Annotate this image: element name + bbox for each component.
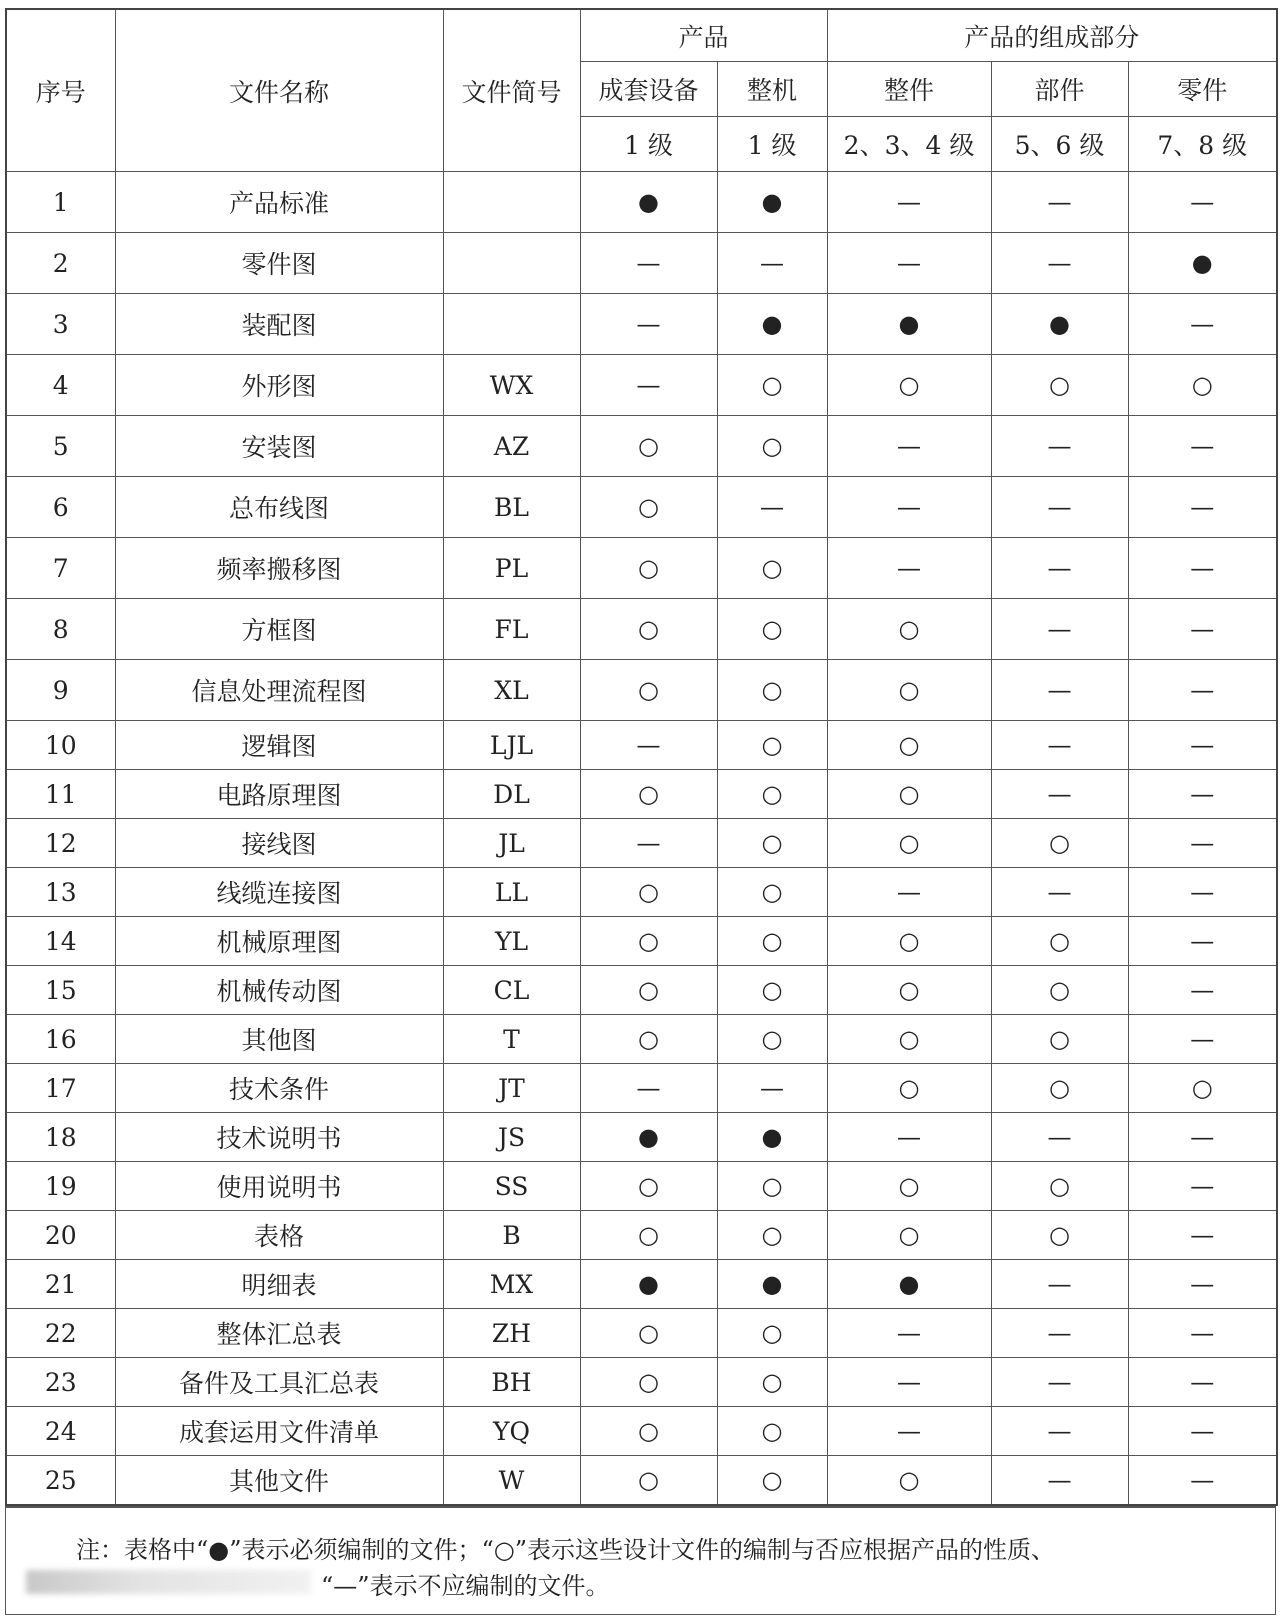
required-mark: ● bbox=[991, 294, 1128, 355]
optional-mark: ○ bbox=[580, 1162, 717, 1211]
document-code: ZH bbox=[443, 1309, 580, 1358]
document-code: CL bbox=[443, 966, 580, 1015]
document-code: JL bbox=[443, 819, 580, 868]
optional-mark: ○ bbox=[827, 355, 991, 416]
not-applicable-mark: — bbox=[1128, 819, 1277, 868]
table-row bbox=[6, 172, 1277, 233]
table-row bbox=[6, 233, 1277, 294]
optional-mark: ○ bbox=[717, 721, 827, 770]
row-number: 8 bbox=[6, 599, 115, 660]
required-mark: ● bbox=[827, 294, 991, 355]
document-name: 零件图 bbox=[115, 233, 443, 294]
row-number: 21 bbox=[6, 1260, 115, 1309]
optional-mark: ○ bbox=[580, 1358, 717, 1407]
not-applicable-mark: — bbox=[1128, 868, 1277, 917]
row-number: 5 bbox=[6, 416, 115, 477]
table-row bbox=[6, 1211, 1277, 1260]
not-applicable-mark: — bbox=[1128, 1162, 1277, 1211]
not-applicable-mark: — bbox=[1128, 416, 1277, 477]
document-name: 接线图 bbox=[115, 819, 443, 868]
optional-mark: ○ bbox=[717, 917, 827, 966]
optional-mark: ○ bbox=[827, 599, 991, 660]
required-mark: ● bbox=[827, 1260, 991, 1309]
not-applicable-mark: — bbox=[1128, 172, 1277, 233]
required-mark: ● bbox=[580, 172, 717, 233]
optional-mark: ○ bbox=[717, 599, 827, 660]
not-applicable-mark: — bbox=[827, 538, 991, 599]
not-applicable-mark: — bbox=[991, 416, 1128, 477]
document-name: 表格 bbox=[115, 1211, 443, 1260]
document-code: W bbox=[443, 1456, 580, 1506]
document-code: AZ bbox=[443, 416, 580, 477]
table-row bbox=[6, 477, 1277, 538]
not-applicable-mark: — bbox=[717, 477, 827, 538]
optional-mark: ○ bbox=[580, 1407, 717, 1456]
not-applicable-mark: — bbox=[991, 868, 1128, 917]
not-applicable-mark: — bbox=[1128, 721, 1277, 770]
document-code bbox=[443, 294, 580, 355]
optional-mark: ○ bbox=[717, 660, 827, 721]
document-code: JT bbox=[443, 1064, 580, 1113]
document-code: YL bbox=[443, 917, 580, 966]
not-applicable-mark: — bbox=[1128, 966, 1277, 1015]
required-mark: ● bbox=[717, 172, 827, 233]
table-row bbox=[6, 1260, 1277, 1309]
optional-mark: ○ bbox=[991, 966, 1128, 1015]
header-col: 部件 bbox=[991, 62, 1128, 117]
row-number: 12 bbox=[6, 819, 115, 868]
document-name: 安装图 bbox=[115, 416, 443, 477]
row-number: 17 bbox=[6, 1064, 115, 1113]
optional-mark: ○ bbox=[991, 819, 1128, 868]
optional-mark: ○ bbox=[580, 770, 717, 819]
not-applicable-mark: — bbox=[1128, 538, 1277, 599]
document-name: 成套运用文件清单 bbox=[115, 1407, 443, 1456]
row-number: 3 bbox=[6, 294, 115, 355]
optional-mark: ○ bbox=[1128, 355, 1277, 416]
header-row-1 bbox=[6, 9, 1277, 62]
header-product: 产品 bbox=[580, 9, 827, 62]
optional-mark: ○ bbox=[580, 966, 717, 1015]
document-table-container bbox=[5, 8, 1276, 1615]
not-applicable-mark: — bbox=[991, 477, 1128, 538]
not-applicable-mark: — bbox=[1128, 477, 1277, 538]
not-applicable-mark: — bbox=[717, 233, 827, 294]
optional-mark: ○ bbox=[717, 770, 827, 819]
not-applicable-mark: — bbox=[1128, 1015, 1277, 1064]
header-seq: 序号 bbox=[6, 9, 115, 172]
header-level: 1 级 bbox=[580, 117, 717, 172]
optional-mark: ○ bbox=[580, 599, 717, 660]
not-applicable-mark: — bbox=[580, 233, 717, 294]
document-code: DL bbox=[443, 770, 580, 819]
row-number: 9 bbox=[6, 660, 115, 721]
not-applicable-mark: — bbox=[580, 1064, 717, 1113]
not-applicable-mark: — bbox=[827, 868, 991, 917]
not-applicable-mark: — bbox=[991, 1456, 1128, 1506]
optional-mark: ○ bbox=[580, 416, 717, 477]
table-row bbox=[6, 1113, 1277, 1162]
not-applicable-mark: — bbox=[1128, 660, 1277, 721]
optional-mark: ○ bbox=[717, 416, 827, 477]
row-number: 1 bbox=[6, 172, 115, 233]
table-row bbox=[6, 1064, 1277, 1113]
optional-mark: ○ bbox=[991, 355, 1128, 416]
document-code bbox=[443, 172, 580, 233]
not-applicable-mark: — bbox=[991, 1407, 1128, 1456]
optional-mark: ○ bbox=[580, 538, 717, 599]
optional-mark: ○ bbox=[827, 721, 991, 770]
header-col: 零件 bbox=[1128, 62, 1277, 117]
not-applicable-mark: — bbox=[991, 721, 1128, 770]
table-row bbox=[6, 1407, 1277, 1456]
document-name: 方框图 bbox=[115, 599, 443, 660]
table-row bbox=[6, 1456, 1277, 1506]
document-code: WX bbox=[443, 355, 580, 416]
document-code: YQ bbox=[443, 1407, 580, 1456]
document-code: FL bbox=[443, 599, 580, 660]
row-number: 4 bbox=[6, 355, 115, 416]
optional-mark: ○ bbox=[580, 660, 717, 721]
row-number: 16 bbox=[6, 1015, 115, 1064]
row-number: 22 bbox=[6, 1309, 115, 1358]
not-applicable-mark: — bbox=[991, 1309, 1128, 1358]
document-name: 技术条件 bbox=[115, 1064, 443, 1113]
optional-mark: ○ bbox=[827, 819, 991, 868]
document-code: XL bbox=[443, 660, 580, 721]
not-applicable-mark: — bbox=[991, 172, 1128, 233]
document-code: MX bbox=[443, 1260, 580, 1309]
document-name: 整体汇总表 bbox=[115, 1309, 443, 1358]
table-row bbox=[6, 1309, 1277, 1358]
not-applicable-mark: — bbox=[1128, 1456, 1277, 1506]
not-applicable-mark: — bbox=[991, 599, 1128, 660]
not-applicable-mark: — bbox=[991, 538, 1128, 599]
not-applicable-mark: — bbox=[991, 1358, 1128, 1407]
table-row bbox=[6, 599, 1277, 660]
row-number: 2 bbox=[6, 233, 115, 294]
optional-mark: ○ bbox=[991, 1064, 1128, 1113]
optional-mark: ○ bbox=[827, 1162, 991, 1211]
row-number: 15 bbox=[6, 966, 115, 1015]
optional-mark: ○ bbox=[717, 868, 827, 917]
optional-mark: ○ bbox=[717, 1162, 827, 1211]
header-components: 产品的组成部分 bbox=[827, 9, 1277, 62]
document-code: BL bbox=[443, 477, 580, 538]
document-code: T bbox=[443, 1015, 580, 1064]
not-applicable-mark: — bbox=[1128, 1309, 1277, 1358]
optional-mark: ○ bbox=[580, 1309, 717, 1358]
not-applicable-mark: — bbox=[827, 1113, 991, 1162]
not-applicable-mark: — bbox=[1128, 1113, 1277, 1162]
table-row bbox=[6, 416, 1277, 477]
document-name: 产品标准 bbox=[115, 172, 443, 233]
not-applicable-mark: — bbox=[1128, 1260, 1277, 1309]
optional-mark: ○ bbox=[717, 819, 827, 868]
table-row bbox=[6, 966, 1277, 1015]
optional-mark: ○ bbox=[827, 1015, 991, 1064]
required-mark: ● bbox=[1128, 233, 1277, 294]
not-applicable-mark: — bbox=[580, 355, 717, 416]
header-col: 成套设备 bbox=[580, 62, 717, 117]
optional-mark: ○ bbox=[717, 355, 827, 416]
header-name: 文件名称 bbox=[115, 9, 443, 172]
document-code: BH bbox=[443, 1358, 580, 1407]
optional-mark: ○ bbox=[991, 917, 1128, 966]
table-row bbox=[6, 721, 1277, 770]
not-applicable-mark: — bbox=[1128, 917, 1277, 966]
not-applicable-mark: — bbox=[827, 1358, 991, 1407]
table-row bbox=[6, 1162, 1277, 1211]
document-name: 备件及工具汇总表 bbox=[115, 1358, 443, 1407]
optional-mark: ○ bbox=[827, 1456, 991, 1506]
table-note bbox=[5, 1506, 1276, 1615]
document-name: 其他图 bbox=[115, 1015, 443, 1064]
document-code: JS bbox=[443, 1113, 580, 1162]
not-applicable-mark: — bbox=[991, 770, 1128, 819]
table-row bbox=[6, 770, 1277, 819]
not-applicable-mark: — bbox=[827, 233, 991, 294]
document-name: 电路原理图 bbox=[115, 770, 443, 819]
optional-mark: ○ bbox=[827, 966, 991, 1015]
note-line-1: 注：表格中“●”表示必须编制的文件；“○”表示这些设计文件的编制与否应根据产品的性质、 bbox=[76, 1536, 1055, 1564]
optional-mark: ○ bbox=[717, 1015, 827, 1064]
not-applicable-mark: — bbox=[1128, 1358, 1277, 1407]
optional-mark: ○ bbox=[580, 477, 717, 538]
header-code: 文件简号 bbox=[443, 9, 580, 172]
not-applicable-mark: — bbox=[827, 1407, 991, 1456]
row-number: 14 bbox=[6, 917, 115, 966]
document-code: B bbox=[443, 1211, 580, 1260]
header-level: 7、8 级 bbox=[1128, 117, 1277, 172]
table-row bbox=[6, 538, 1277, 599]
optional-mark: ○ bbox=[717, 1211, 827, 1260]
row-number: 11 bbox=[6, 770, 115, 819]
not-applicable-mark: — bbox=[827, 416, 991, 477]
required-mark: ● bbox=[717, 1113, 827, 1162]
optional-mark: ○ bbox=[827, 770, 991, 819]
optional-mark: ○ bbox=[580, 1015, 717, 1064]
header-col: 整机 bbox=[717, 62, 827, 117]
note-line-2: “—”表示不应编制的文件。 bbox=[321, 1572, 610, 1600]
row-number: 20 bbox=[6, 1211, 115, 1260]
document-name: 使用说明书 bbox=[115, 1162, 443, 1211]
table-row bbox=[6, 660, 1277, 721]
optional-mark: ○ bbox=[827, 917, 991, 966]
document-name: 外形图 bbox=[115, 355, 443, 416]
document-name: 机械传动图 bbox=[115, 966, 443, 1015]
document-name: 明细表 bbox=[115, 1260, 443, 1309]
optional-mark: ○ bbox=[717, 1309, 827, 1358]
not-applicable-mark: — bbox=[991, 1260, 1128, 1309]
row-number: 19 bbox=[6, 1162, 115, 1211]
required-mark: ● bbox=[717, 294, 827, 355]
optional-mark: ○ bbox=[827, 1064, 991, 1113]
table-row bbox=[6, 917, 1277, 966]
header-level: 5、6 级 bbox=[991, 117, 1128, 172]
document-name: 机械原理图 bbox=[115, 917, 443, 966]
table-row bbox=[6, 868, 1277, 917]
optional-mark: ○ bbox=[991, 1015, 1128, 1064]
header-col: 整件 bbox=[827, 62, 991, 117]
optional-mark: ○ bbox=[717, 1358, 827, 1407]
optional-mark: ○ bbox=[1128, 1064, 1277, 1113]
row-number: 10 bbox=[6, 721, 115, 770]
design-documents-table bbox=[5, 8, 1278, 1506]
required-mark: ● bbox=[580, 1260, 717, 1309]
optional-mark: ○ bbox=[827, 1211, 991, 1260]
not-applicable-mark: — bbox=[991, 660, 1128, 721]
document-code: PL bbox=[443, 538, 580, 599]
document-name: 逻辑图 bbox=[115, 721, 443, 770]
not-applicable-mark: — bbox=[827, 172, 991, 233]
not-applicable-mark: — bbox=[1128, 294, 1277, 355]
optional-mark: ○ bbox=[580, 917, 717, 966]
document-code: LL bbox=[443, 868, 580, 917]
document-name: 技术说明书 bbox=[115, 1113, 443, 1162]
optional-mark: ○ bbox=[717, 1407, 827, 1456]
not-applicable-mark: — bbox=[1128, 770, 1277, 819]
not-applicable-mark: — bbox=[991, 233, 1128, 294]
required-mark: ● bbox=[580, 1113, 717, 1162]
optional-mark: ○ bbox=[991, 1162, 1128, 1211]
not-applicable-mark: — bbox=[827, 1309, 991, 1358]
header-level: 2、3、4 级 bbox=[827, 117, 991, 172]
row-number: 13 bbox=[6, 868, 115, 917]
blurred-text bbox=[26, 1570, 311, 1594]
not-applicable-mark: — bbox=[991, 1113, 1128, 1162]
optional-mark: ○ bbox=[717, 966, 827, 1015]
document-code bbox=[443, 233, 580, 294]
not-applicable-mark: — bbox=[1128, 1407, 1277, 1456]
table-row bbox=[6, 1015, 1277, 1064]
row-number: 23 bbox=[6, 1358, 115, 1407]
document-name: 信息处理流程图 bbox=[115, 660, 443, 721]
optional-mark: ○ bbox=[991, 1211, 1128, 1260]
document-code: LJL bbox=[443, 721, 580, 770]
not-applicable-mark: — bbox=[580, 721, 717, 770]
not-applicable-mark: — bbox=[1128, 599, 1277, 660]
document-name: 频率搬移图 bbox=[115, 538, 443, 599]
not-applicable-mark: — bbox=[1128, 1211, 1277, 1260]
not-applicable-mark: — bbox=[717, 1064, 827, 1113]
table-row bbox=[6, 819, 1277, 868]
row-number: 7 bbox=[6, 538, 115, 599]
row-number: 25 bbox=[6, 1456, 115, 1506]
optional-mark: ○ bbox=[580, 1211, 717, 1260]
table-row bbox=[6, 294, 1277, 355]
row-number: 24 bbox=[6, 1407, 115, 1456]
table-row bbox=[6, 355, 1277, 416]
row-number: 18 bbox=[6, 1113, 115, 1162]
row-number: 6 bbox=[6, 477, 115, 538]
optional-mark: ○ bbox=[717, 538, 827, 599]
document-name: 装配图 bbox=[115, 294, 443, 355]
document-name: 总布线图 bbox=[115, 477, 443, 538]
document-name: 其他文件 bbox=[115, 1456, 443, 1506]
not-applicable-mark: — bbox=[580, 294, 717, 355]
optional-mark: ○ bbox=[580, 868, 717, 917]
table-row bbox=[6, 1358, 1277, 1407]
document-code: SS bbox=[443, 1162, 580, 1211]
header-level: 1 级 bbox=[717, 117, 827, 172]
required-mark: ● bbox=[717, 1260, 827, 1309]
optional-mark: ○ bbox=[827, 660, 991, 721]
document-name: 线缆连接图 bbox=[115, 868, 443, 917]
not-applicable-mark: — bbox=[827, 477, 991, 538]
optional-mark: ○ bbox=[717, 1456, 827, 1506]
not-applicable-mark: — bbox=[580, 819, 717, 868]
optional-mark: ○ bbox=[580, 1456, 717, 1506]
